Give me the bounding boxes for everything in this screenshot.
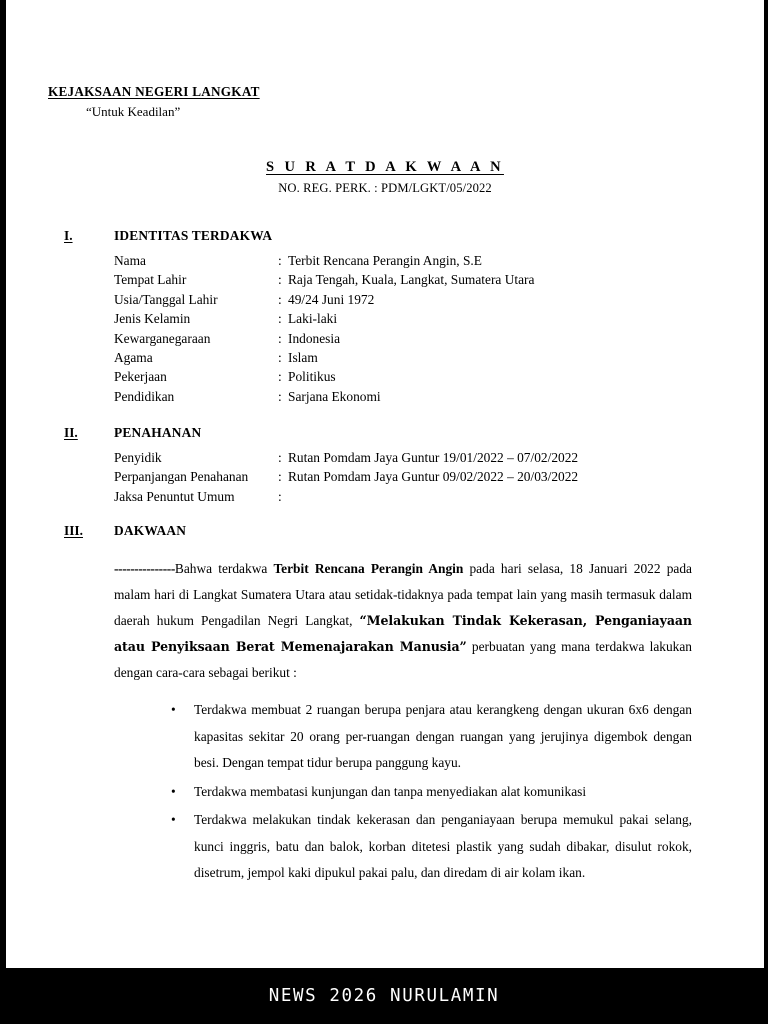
paragraph-lead-dashes: --------------- [114,561,175,576]
defendant-name: Terbit Rencana Perangin Angin [273,561,464,576]
list-item-text: Terdakwa membuat 2 ruangan berupa penjara atau kerangkeng dengan ukuran 6x6 dengan kapasitas sekitar 20 orang per-ruangan dengan ruangan yang jerujinya digembok dengan besi. Dengan tempat tidur berupa panggung kayu. [194,702,692,770]
field-label: Pekerjaan [114,369,167,385]
footer-watermark-band [0,968,768,1024]
paragraph-text-after-name: pada hari selasa, 18 Januari 2022 pada malam hari di Langkat Sumatera Utara atau setidak-tidaknya pada tempat lain yang masih termasuk dalam daerah hukum Pengadilan Negri Langkat, [114,561,692,628]
field-label: Usia/Tanggal Lahir [114,291,218,307]
field-label: Jaksa Penuntut Umum [114,488,235,504]
section-numeral: I. [64,228,73,243]
field-value: Raja Tengah, Kuala, Langkat, Sumatera Utara [288,272,535,288]
field-value: Indonesia [288,330,341,346]
list-item [169,807,692,887]
identitas-field-list [6,253,764,408]
document-title: S U R A T D A K W A A N [266,159,504,175]
field-row [6,469,764,488]
list-item-text: Terdakwa membatasi kunjungan dan tanpa menyediakan alat komunikasi [194,783,587,799]
field-colon: : [278,469,282,485]
field-colon: : [278,291,282,307]
field-value: Terbit Rencana Perangin Angin, S.E [288,253,482,268]
field-row [6,369,764,388]
field-value: Rutan Pomdam Jaya Guntur 19/01/2022 – 07/02/2022 [288,450,579,465]
list-item [169,779,692,806]
field-label: Agama [114,349,153,365]
field-label: Pendidikan [114,388,175,404]
registration-number: NO. REG. PERK. : PDM/LGKT/05/2022 [278,181,492,195]
field-colon: : [278,272,282,288]
section-heading: DAKWAAN [114,523,187,538]
field-value: Politikus [288,369,336,385]
footer-watermark-text: NEWS 2026 NURULAMIN [268,986,500,1006]
field-colon: : [278,450,282,465]
field-colon: : [278,253,282,268]
field-value: 49/24 Juni 1972 [288,291,375,307]
field-colon: : [278,369,282,385]
section-heading: PENAHANAN [114,425,202,440]
field-colon: : [278,488,282,504]
field-label: Penyidik [114,450,162,465]
field-colon: : [278,349,282,365]
penahanan-field-list [6,450,764,508]
field-value: Laki-laki [288,311,338,327]
paper-sheet [6,0,764,968]
bullet-icon: • [171,783,176,799]
field-colon: : [278,311,282,327]
field-value: Rutan Pomdam Jaya Guntur 09/02/2022 – 20/03/2022 [288,469,579,485]
field-row [6,253,764,272]
section-numeral: III. [64,523,83,538]
field-label: Nama [114,253,146,268]
field-row [6,389,764,408]
field-row [6,331,764,350]
field-colon: : [278,330,282,346]
field-value: Islam [288,349,318,365]
list-item [169,697,692,777]
field-row [6,489,764,508]
list-item-text: Terdakwa melakukan tindak kekerasan dan penganiayaan berupa memukul pakai selang, kunci inggris, batu dan balok, korban ditetesi plastik yang sudah dibakar, disulut rokok, disetrum, jempol kaki dipukul pakai palu, dan diredam di air kolam ikan. [194,812,692,880]
title-block [6,158,764,196]
field-row [6,311,764,330]
field-row [6,450,764,469]
bullet-icon: • [171,702,176,717]
charge-quote: “Melakukan Tindak Kekerasan, Penganiayaan atau Penyiksaan Berat Memenajarakan Manusia” [114,613,692,654]
field-label: Tempat Lahir [114,272,187,288]
acts-list [169,697,692,889]
section-identitas-terdakwa [6,228,764,408]
office-name: KEJAKSAAN NEGERI LANGKAT [48,84,260,99]
field-row [6,272,764,291]
field-label: Jenis Kelamin [114,311,191,327]
field-row [6,292,764,311]
section-penahanan [6,425,764,508]
paragraph-text-before-name: Bahwa terdakwa [174,561,274,576]
field-label: Perpanjangan Penahanan [114,469,249,485]
field-row [6,350,764,369]
section-numeral: II. [64,425,78,440]
dakwaan-paragraph [114,556,692,686]
field-colon: : [278,388,282,404]
letterhead [48,84,468,120]
bullet-icon: • [171,812,176,827]
field-label: Kewarganegaraan [114,330,211,346]
section-heading: IDENTITAS TERDAKWA [114,228,273,243]
office-motto: “Untuk Keadilan” [86,104,181,119]
section-dakwaan [6,523,764,545]
field-value: Sarjana Ekonomi [288,388,381,404]
paragraph-text-after-quote: perbuatan yang mana terdakwa lakukan dengan cara-cara sebagai berikut : [114,639,692,680]
